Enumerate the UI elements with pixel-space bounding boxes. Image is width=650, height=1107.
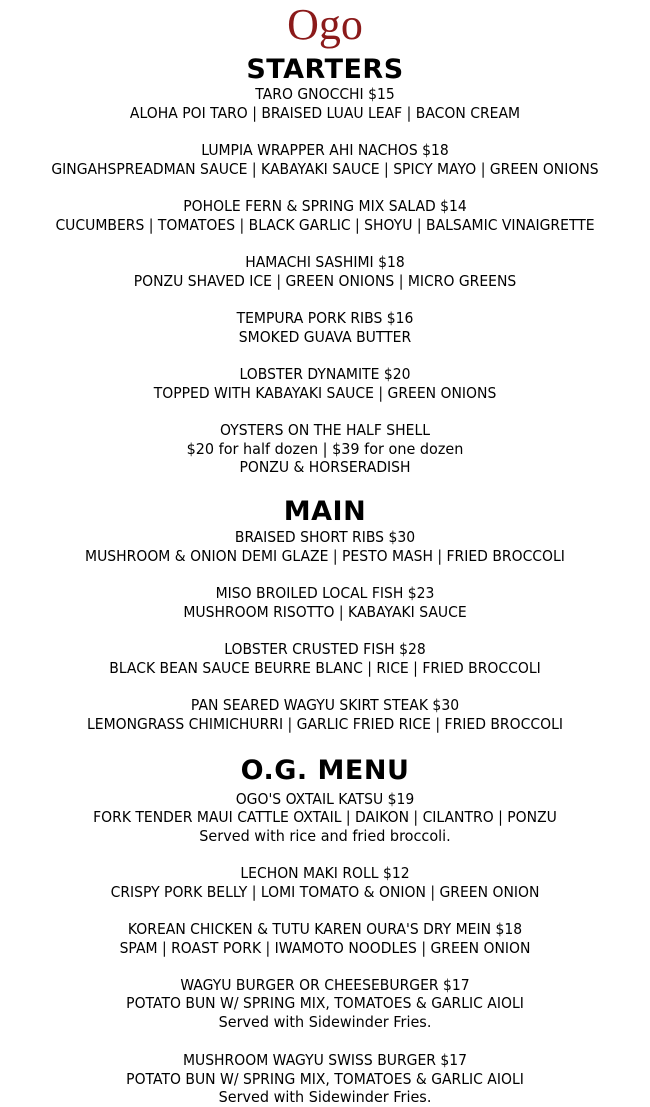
- item-price-options: $20 for half dozen | $39 for one dozen: [186, 440, 464, 458]
- item-description: GINGAHSPREADMAN SAUCE | KABAYAKI SAUCE | SPICY MAYO | GREEN ONIONS: [51, 160, 599, 178]
- item-description: MUSHROOM & ONION DEMI GLAZE | PESTO MASH | FRIED BROCCOLI: [85, 547, 565, 565]
- item-name: OYSTERS ON THE HALF SHELL: [219, 421, 430, 439]
- item-name: LOBSTER DYNAMITE $20: [239, 365, 411, 383]
- item-description: CRISPY PORK BELLY | LOMI TOMATO & ONION | GREEN ONION: [110, 883, 540, 901]
- item-name: LOBSTER CRUSTED FISH $28: [224, 640, 426, 658]
- restaurant-title: Ogo: [287, 0, 363, 49]
- item-description: FORK TENDER MAUI CATTLE OXTAIL | DAIKON | CILANTRO | PONZU: [93, 808, 557, 826]
- item-name: LECHON MAKI ROLL $12: [240, 864, 410, 882]
- item-name: HAMACHI SASHIMI $18: [245, 253, 405, 271]
- item-description: LEMONGRASS CHIMICHURRI | GARLIC FRIED RICE | FRIED BROCCOLI: [87, 715, 563, 733]
- item-name: POHOLE FERN & SPRING MIX SALAD $14: [183, 197, 467, 215]
- item-description: PONZU & HORSERADISH: [239, 458, 411, 476]
- item-name: OGO'S OXTAIL KATSU $19: [235, 790, 415, 808]
- section-heading-main: MAIN: [283, 496, 367, 527]
- item-description: SMOKED GUAVA BUTTER: [238, 328, 412, 346]
- item-description: CUCUMBERS | TOMATOES | BLACK GARLIC | SHOYU | BALSAMIC VINAIGRETTE: [55, 216, 595, 234]
- item-name: KOREAN CHICKEN & TUTU KAREN OURA'S DRY MEIN $18: [127, 920, 523, 938]
- item-name: LUMPIA WRAPPER AHI NACHOS $18: [201, 141, 449, 159]
- item-description: MUSHROOM RISOTTO | KABAYAKI SAUCE: [183, 603, 467, 621]
- item-description: BLACK BEAN SAUCE BEURRE BLANC | RICE | FRIED BROCCOLI: [109, 659, 541, 677]
- item-note: Served with rice and fried broccoli.: [199, 827, 451, 845]
- item-name: WAGYU BURGER OR CHEESEBURGER $17: [180, 976, 470, 994]
- item-description: TOPPED WITH KABAYAKI SAUCE | GREEN ONIONS: [153, 384, 497, 402]
- item-name: MISO BROILED LOCAL FISH $23: [215, 584, 435, 602]
- item-description: SPAM | ROAST PORK | IWAMOTO NOODLES | GREEN ONION: [119, 939, 531, 957]
- item-name: TEMPURA PORK RIBS $16: [236, 309, 414, 327]
- item-description: POTATO BUN W/ SPRING MIX, TOMATOES & GARLIC AIOLI: [126, 1070, 524, 1088]
- item-name: TARO GNOCCHI $15: [255, 85, 395, 103]
- item-name: PAN SEARED WAGYU SKIRT STEAK $30: [190, 696, 460, 714]
- item-description: ALOHA POI TARO | BRAISED LUAU LEAF | BACON CREAM: [129, 104, 521, 122]
- item-description: POTATO BUN W/ SPRING MIX, TOMATOES & GARLIC AIOLI: [126, 994, 524, 1012]
- item-description: PONZU SHAVED ICE | GREEN ONIONS | MICRO GREENS: [133, 272, 517, 290]
- item-name: BRAISED SHORT RIBS $30: [234, 528, 416, 546]
- section-heading-starters: STARTERS: [246, 54, 404, 85]
- item-name: MUSHROOM WAGYU SWISS BURGER $17: [182, 1051, 468, 1069]
- item-note: Served with Sidewinder Fries.: [218, 1013, 432, 1031]
- item-note: Served with Sidewinder Fries.: [218, 1088, 432, 1106]
- section-heading-og-menu: O.G. MENU: [240, 755, 410, 786]
